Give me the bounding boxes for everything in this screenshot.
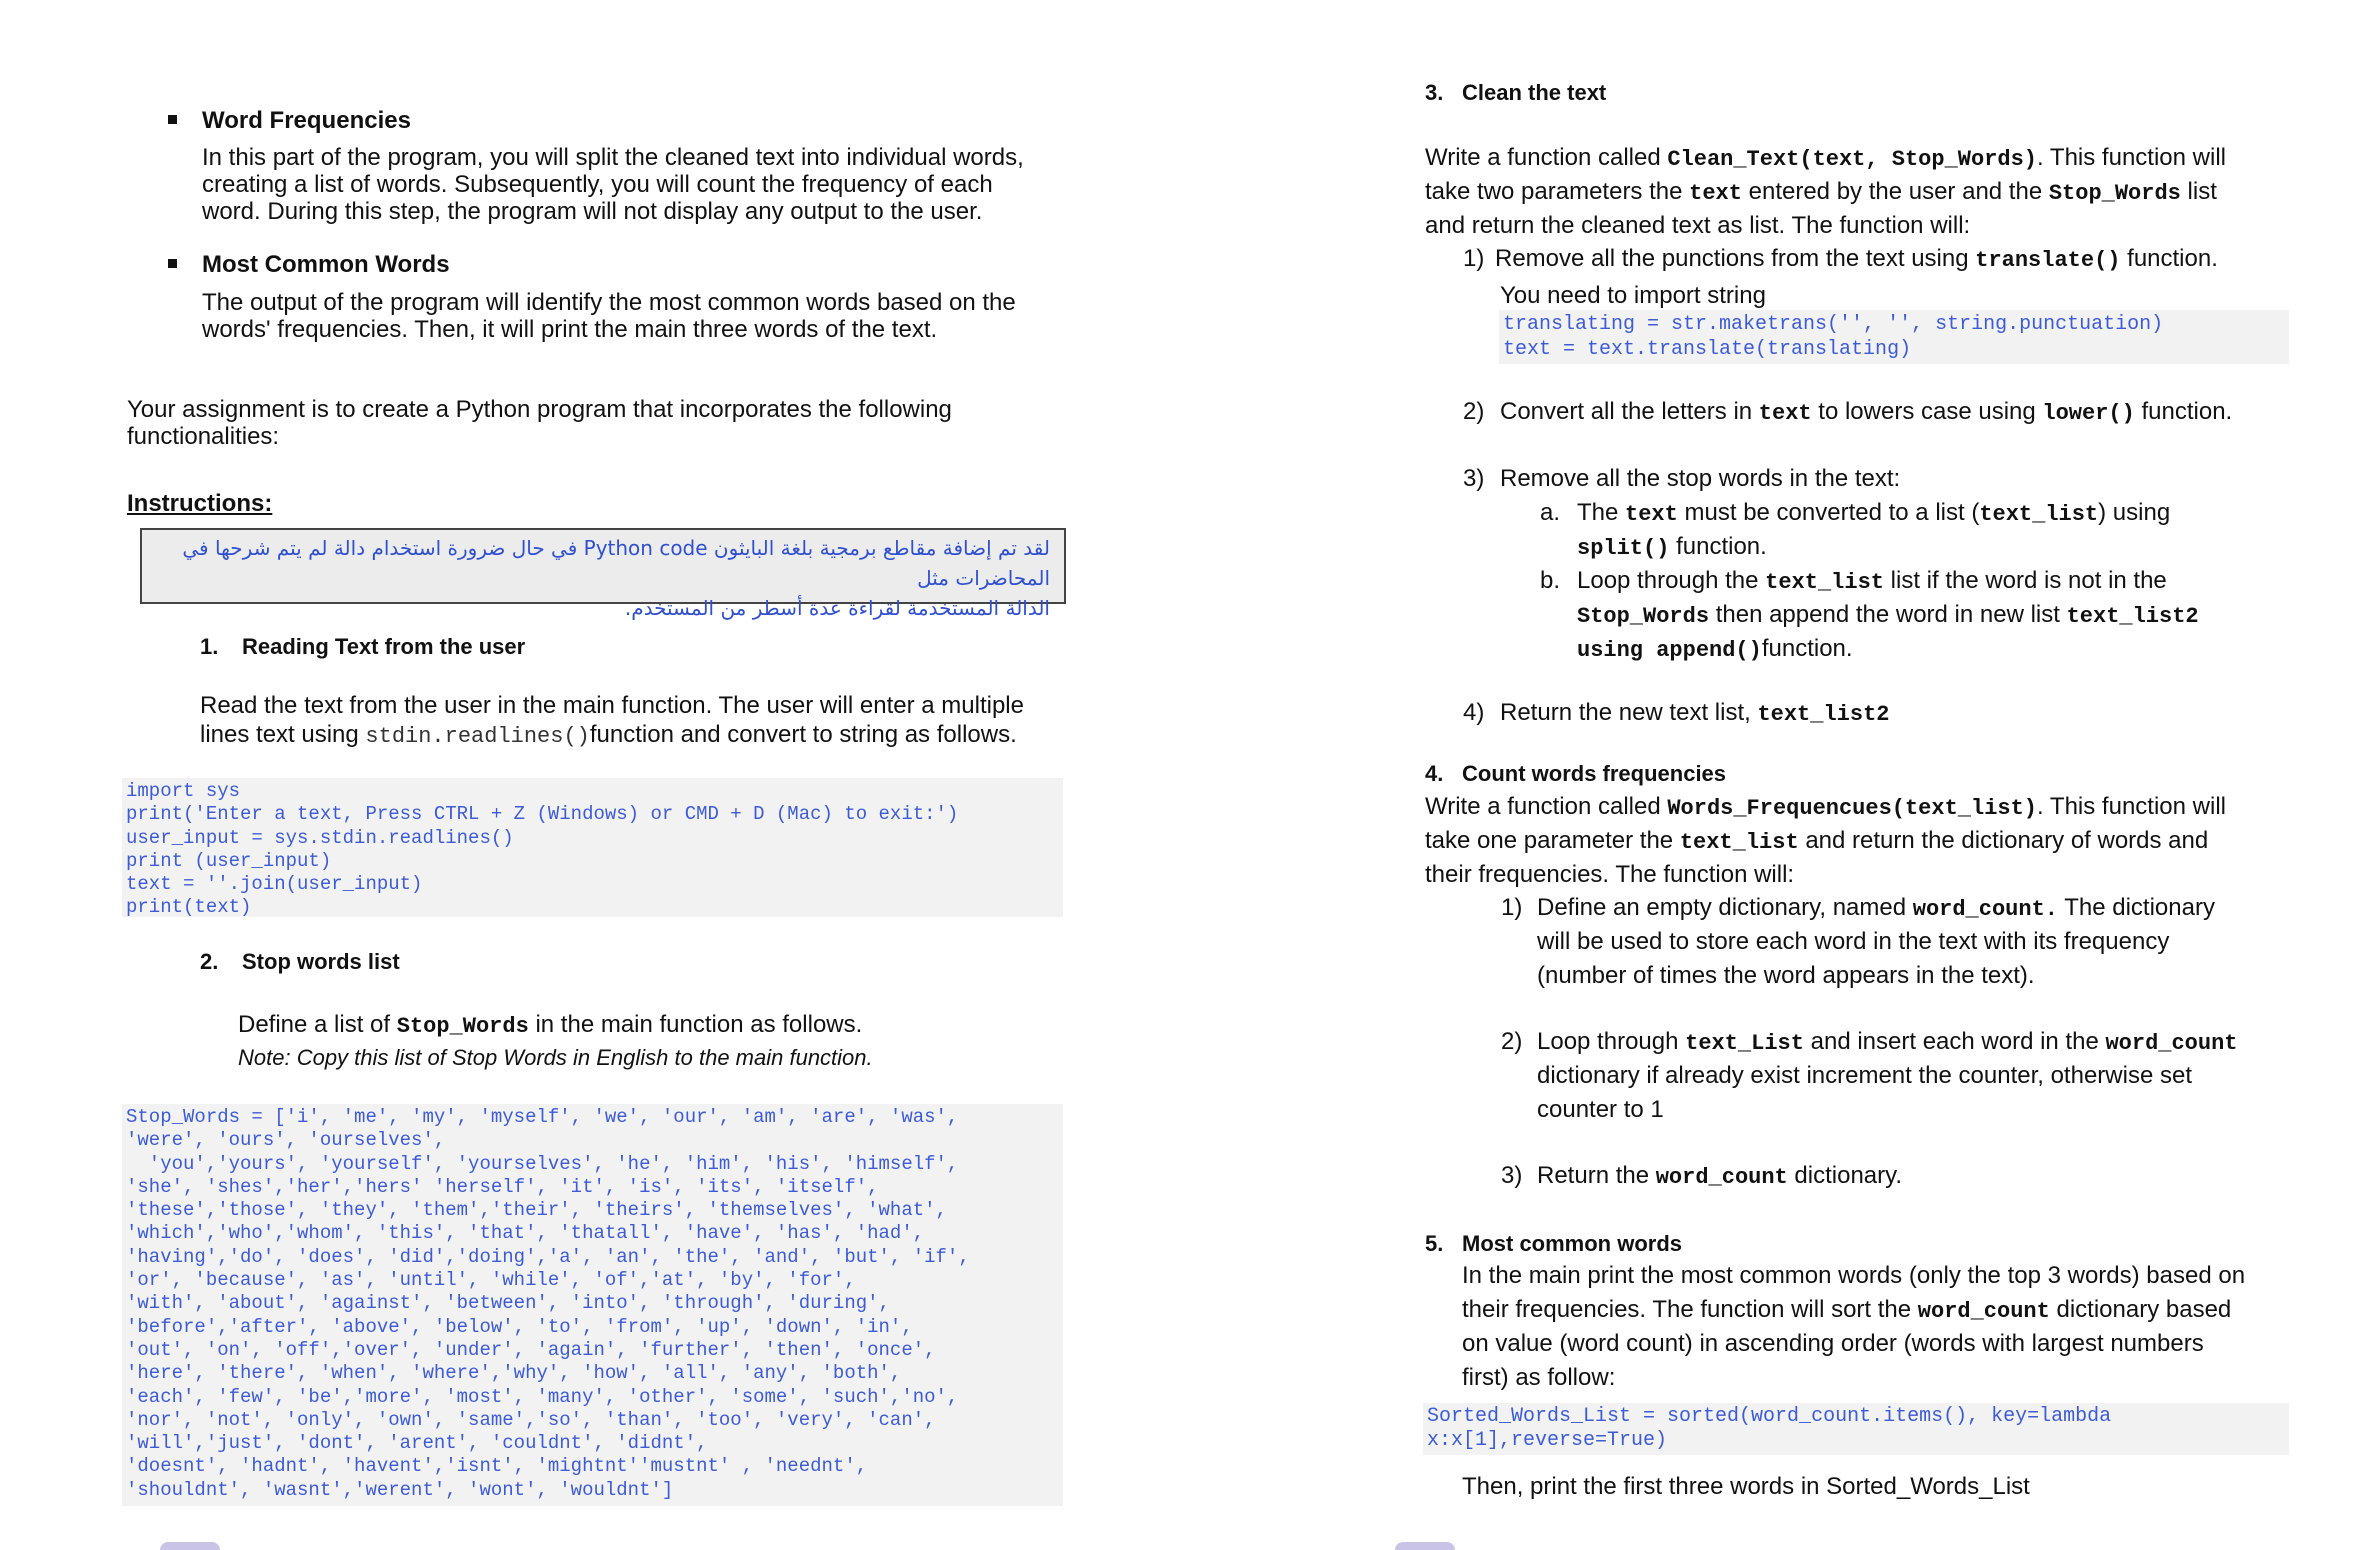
step3-subitem <box>1577 601 2199 630</box>
step-number: 4. <box>1425 761 1444 786</box>
step3-paragraph: and return the cleaned text as list. The function will: <box>1425 212 1971 239</box>
code-block-sorted: Sorted_Words_List = sorted(word_count.items(), key=lambda x:x[1],reverse=True) <box>1423 1403 2289 1455</box>
step4-text: and return the dictionary of words and <box>1798 827 2209 854</box>
step3-text: Remove all the punctions from the text using <box>1495 245 1976 272</box>
word-frequencies-title: Word Frequencies <box>202 107 411 134</box>
arabic-note-line: الدالة المستخدمة لقراءة عدة أسطر من المستخدم. <box>624 596 1050 620</box>
footer-logo-icon <box>160 1542 220 1550</box>
step3-text: list if the word is not in the <box>1883 567 2167 594</box>
step4-text: take one parameter the <box>1425 827 1680 854</box>
code-block-stop-words: Stop_Words = ['i', 'me', 'my', 'myself', 'we', 'our', 'am', 'are', 'was', 'were', 'ours', 'ourselves', 'you','yours', 'yourself', 'yourselves', 'he', 'him', 'his', 'himself', 'she', 'shes','her','hers' 'herself', 'it', 'is', 'its', 'itself', 'these','those', 'they', 'them','their', 'theirs', 'themselves', 'what', 'which','who','whom', 'this', 'that', 'thatall', 'have', 'has', 'had', 'having','do', 'does', 'did','doing','a', 'an', 'the', 'and', 'but', 'if', 'or', 'because', 'as', 'until', 'while', 'of','at', 'by', 'for', 'with', 'about', 'against', 'between', 'into', 'through', 'during', 'before','after', 'above', 'below', 'to', 'from', 'up', 'down', 'in', 'out', 'on', 'off','over', 'under', 'again', 'further', 'then', 'once', 'here', 'there', 'when', 'where','why', 'how', 'all', 'any', 'both', 'each', 'few', 'be','more', 'most', 'many', 'other', 'some', 'such','no', 'nor', 'not', 'only', 'own', 'same','so', 'than', 'too', 'very', 'can', 'will','just', 'dont', 'arent', 'couldnt', 'didnt', 'doesnt', 'hadnt', 'havent','isnt', 'mightnt''mustnt' , 'neednt', 'shouldnt', 'wasnt','werent', 'wont', 'wouldnt'] <box>122 1104 1063 1506</box>
step3-text: must be converted to a list ( <box>1677 499 1980 526</box>
step4-text: . This function will <box>2037 793 2226 820</box>
step5-line: first) as follow: <box>1462 1364 1616 1391</box>
step4-text: Return the <box>1537 1162 1656 1189</box>
step3-paragraph <box>1425 178 2217 207</box>
step3-subitem <box>1577 533 1767 562</box>
step4-paragraph <box>1425 793 2226 822</box>
step3-code: Stop_Words <box>1577 604 1710 629</box>
step3-subitem <box>1577 567 2167 596</box>
footer-logo-icon <box>1395 1542 1455 1550</box>
step5-line: Then, print the first three words in Sorted_Words_List <box>1462 1473 2030 1500</box>
step3-code: text_list2 <box>1757 702 1890 727</box>
step3-code: Clean_Text(text, Stop_Words) <box>1667 147 2038 172</box>
step2-note: Note: Copy this list of Stop Words in English to the main function. <box>238 1045 873 1070</box>
step2-text: Define a list of <box>238 1011 397 1038</box>
step3-item <box>1495 245 2218 274</box>
step1-line: Read the text from the user in the main function. The user will enter a multiple <box>200 692 1024 719</box>
list-letter: a. <box>1540 499 1561 526</box>
step3-code: using append() <box>1577 638 1762 663</box>
step3-text: entered by the user and the <box>1741 178 2049 205</box>
step4-item <box>1537 1028 2238 1057</box>
step3-item <box>1500 398 2232 427</box>
list-number: 2) <box>1501 1028 1523 1055</box>
step3-text: function. <box>1669 533 1767 560</box>
step3-item <box>1500 699 1889 728</box>
step4-code: word_count <box>2105 1031 2238 1056</box>
step3-code: split() <box>1577 536 1670 561</box>
step3-text: take two parameters the <box>1425 178 1690 205</box>
step1-text: lines text using <box>200 721 366 748</box>
step-number: 2. <box>200 949 219 974</box>
step4-code: text_List <box>1685 1031 1804 1056</box>
step5-code: word_count <box>1917 1299 2050 1324</box>
step5-text: their frequencies. The function will sort the <box>1462 1296 1918 1323</box>
step4-text: dictionary. <box>1787 1162 1903 1189</box>
step4-text: and insert each word in the <box>1803 1028 2106 1055</box>
step3-text: Return the new text list, <box>1500 699 1758 726</box>
code-block-read-input: import sys print('Enter a text, Press CTRL + Z (Windows) or CMD + D (Mac) to exit:') user_input = sys.stdin.readlines() print (user_input) text = ''.join(user_input) print(text) <box>122 778 1063 917</box>
step4-item <box>1537 894 2215 923</box>
word-frequencies-line: word. During this step, the program will not display any output to the user. <box>202 198 983 225</box>
code-block-translate: translating = str.maketrans('', '', string.punctuation) text = text.translate(translating) <box>1499 310 2289 364</box>
step3-item: Remove all the stop words in the text: <box>1500 465 1901 492</box>
step3-text: function. <box>2120 245 2218 272</box>
assignment-text: functionalities: <box>127 423 280 450</box>
step3-text: function. <box>2134 398 2233 425</box>
step3-code: text_list <box>1765 570 1884 595</box>
step3-text: . This function will <box>2037 144 2226 171</box>
step4-code: Words_Frequencues(text_list) <box>1667 796 2038 821</box>
step2-code: Stop_Words <box>396 1014 529 1039</box>
step3-subitem <box>1577 635 1853 664</box>
step4-item: counter to 1 <box>1537 1096 1664 1123</box>
step3-code: translate() <box>1975 248 2121 273</box>
step4-code: word_count <box>1655 1165 1788 1190</box>
step1-line <box>200 721 1017 750</box>
step4-code: word_count. <box>1912 897 2058 922</box>
step3-paragraph <box>1425 144 2226 173</box>
step3-text: then append the word in new list <box>1709 601 2067 628</box>
step4-text: Define an empty dictionary, named <box>1537 894 1913 921</box>
step3-code: text_list2 <box>2066 604 2199 629</box>
step3-text: to lowers case using <box>1811 398 2043 425</box>
step1-title: Reading Text from the user <box>242 634 526 659</box>
step4-paragraph <box>1425 827 2208 856</box>
step3-code: Stop_Words <box>2048 181 2181 206</box>
step3-code: text <box>1625 502 1678 527</box>
list-number: 4) <box>1463 699 1485 726</box>
word-frequencies-line: creating a list of words. Subsequently, you will count the frequency of each <box>202 171 993 198</box>
step5-text: dictionary based <box>2049 1296 2232 1323</box>
word-frequencies-line: In this part of the program, you will split the cleaned text into individual words, <box>202 144 1024 171</box>
assignment-text: Your assignment is to create a Python program that incorporates the following <box>127 396 952 423</box>
step3-item: You need to import string <box>1500 282 1766 309</box>
step3-code: text_list <box>1979 502 2099 527</box>
step4-item <box>1537 1162 1902 1191</box>
arabic-note-line: لقد تم إضافة مقاطع برمجية بلغة البايثون Python code في حال ضرورة استخدام دالة لم يتم شرحها في المحاضرات مثل <box>182 536 1050 590</box>
step3-text: Write a function called <box>1425 144 1668 171</box>
step-number: 3. <box>1425 80 1444 105</box>
step-number: 1. <box>200 634 219 659</box>
step1-text: function and convert to string as follows. <box>589 721 1017 748</box>
most-common-words-line: words' frequencies. Then, it will print the main three words of the text. <box>202 316 938 343</box>
step2-line <box>238 1011 862 1040</box>
step4-text: Loop through <box>1537 1028 1686 1055</box>
instructions-heading: Instructions: <box>127 490 273 517</box>
step4-item: dictionary if already exist increment the counter, otherwise set <box>1537 1062 2192 1089</box>
step1-code: stdin.readlines() <box>365 724 590 749</box>
step3-subitem <box>1577 499 2170 528</box>
step3-title: Clean the text <box>1462 80 1607 105</box>
step5-line: In the main print the most common words (only the top 3 words) based on <box>1462 1262 2246 1289</box>
list-number: 3) <box>1501 1162 1523 1189</box>
step4-title: Count words frequencies <box>1462 761 1727 786</box>
step5-line <box>1462 1296 2231 1325</box>
arabic-note-box <box>140 528 1066 620</box>
list-number: 2) <box>1463 398 1485 425</box>
step3-code: text <box>1689 181 1742 206</box>
list-letter: b. <box>1540 567 1561 594</box>
step-number: 5. <box>1425 1231 1444 1256</box>
step3-code: text <box>1758 401 1812 426</box>
step3-text: list <box>2180 178 2217 205</box>
bullet-icon <box>168 259 177 268</box>
step4-code: text_list <box>1679 830 1799 855</box>
step5-title: Most common words <box>1462 1231 1683 1256</box>
step3-text: ) using <box>2098 499 2171 526</box>
step3-text: function. <box>1761 635 1853 662</box>
bullet-icon <box>168 115 177 124</box>
step2-text: in the main function as follows. <box>528 1011 863 1038</box>
step4-item: (number of times the word appears in the text). <box>1537 962 2035 989</box>
list-number: 1) <box>1463 245 1485 272</box>
step4-item: will be used to store each word in the text with its frequency <box>1537 928 2170 955</box>
most-common-words-title: Most Common Words <box>202 251 450 278</box>
step4-paragraph: their frequencies. The function will: <box>1425 861 1795 888</box>
step4-text: The dictionary <box>2057 894 2215 921</box>
step5-line: on value (word count) in ascending order (words with largest numbers <box>1462 1330 2204 1357</box>
step4-text: Write a function called <box>1425 793 1668 820</box>
step3-code: lower() <box>2042 401 2135 426</box>
step3-text: Loop through the <box>1577 567 1766 594</box>
step3-text: Convert all the letters in <box>1500 398 1759 425</box>
list-number: 3) <box>1463 465 1485 492</box>
list-number: 1) <box>1501 894 1523 921</box>
step3-text: The <box>1577 499 1626 526</box>
step2-title: Stop words list <box>242 949 400 974</box>
most-common-words-line: The output of the program will identify the most common words based on the <box>202 289 1016 316</box>
